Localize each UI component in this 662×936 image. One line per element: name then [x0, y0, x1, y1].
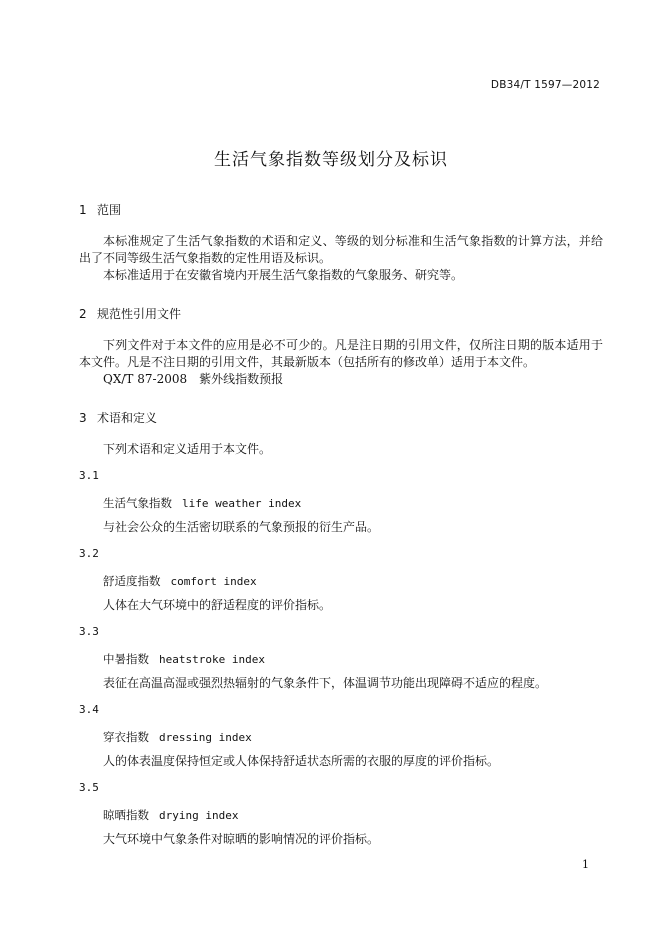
document-code: DB34/T 1597—2012: [490, 79, 600, 91]
section-title: 范围: [97, 203, 122, 217]
term-definition: 表征在高温高湿或强烈热辐射的气象条件下，体温调节功能出现障碍不适应的程度。: [103, 676, 548, 690]
term-heading: [103, 573, 257, 589]
section-title: 术语和定义: [97, 411, 158, 425]
term-number: 3.2: [79, 547, 99, 560]
term-heading: [103, 729, 252, 745]
section-1-heading: [79, 201, 121, 218]
term-number: 3.1: [79, 469, 99, 482]
section-3-intro: 下列术语和定义适用于本文件。: [103, 442, 272, 456]
term-number: 3.4: [79, 703, 99, 716]
section-title: 规范性引用文件: [97, 307, 182, 321]
term-number: 3.3: [79, 625, 99, 638]
term-en: drying index: [159, 809, 239, 822]
document-title: 生活气象指数等级划分及标识: [214, 150, 448, 170]
term-definition: 大气环境中气象条件对晾晒的影响情况的评价指标。: [103, 832, 380, 846]
term-definition: 与社会公众的生活密切联系的气象预报的衍生产品。: [103, 520, 380, 534]
section-number: 3: [79, 411, 87, 425]
term-zh: 晾晒指数: [103, 808, 149, 822]
term-en: life weather index: [182, 497, 302, 510]
term-zh: 生活气象指数: [103, 496, 172, 510]
term-definition: 人的体表温度保持恒定或人体保持舒适状态所需的衣服的厚度的评价指标。: [103, 754, 500, 768]
section-2-heading: [79, 305, 181, 322]
term-en: comfort index: [170, 575, 257, 588]
section-3-heading: [79, 409, 157, 426]
term-number: 3.5: [79, 781, 99, 794]
term-zh: 穿衣指数: [103, 730, 149, 744]
page-number: 1: [582, 858, 589, 871]
term-heading: [103, 495, 301, 511]
term-heading: [103, 651, 265, 667]
term-zh: 中暑指数: [103, 652, 149, 666]
section-number: 1: [79, 203, 87, 217]
section-number: 2: [79, 307, 87, 321]
term-heading: [103, 807, 238, 823]
term-en: dressing index: [159, 731, 252, 744]
section-1-paragraph-2: 本标准适用于在安徽省境内开展生活气象指数的气象服务、研究等。: [103, 268, 464, 282]
reference-item: QX/T 87-2008 紫外线指数预报: [103, 372, 284, 386]
section-2-paragraph-1: 下列文件对于本文件的应用是必不可少的。凡是注日期的引用文件，仅所注日期的版本适用于本文件。凡是不注日期的引用文件，其最新版本（包括所有的修改单）适用于本文件。: [79, 338, 603, 369]
term-en: heatstroke index: [159, 653, 265, 666]
term-zh: 舒适度指数: [103, 574, 161, 588]
section-1-paragraph-1: 本标准规定了生活气象指数的术语和定义、等级的划分标准和生活气象指数的计算方法，并给出了不同等级生活气象指数的定性用语及标识。: [79, 234, 603, 265]
term-definition: 人体在大气环境中的舒适程度的评价指标。: [103, 598, 332, 612]
